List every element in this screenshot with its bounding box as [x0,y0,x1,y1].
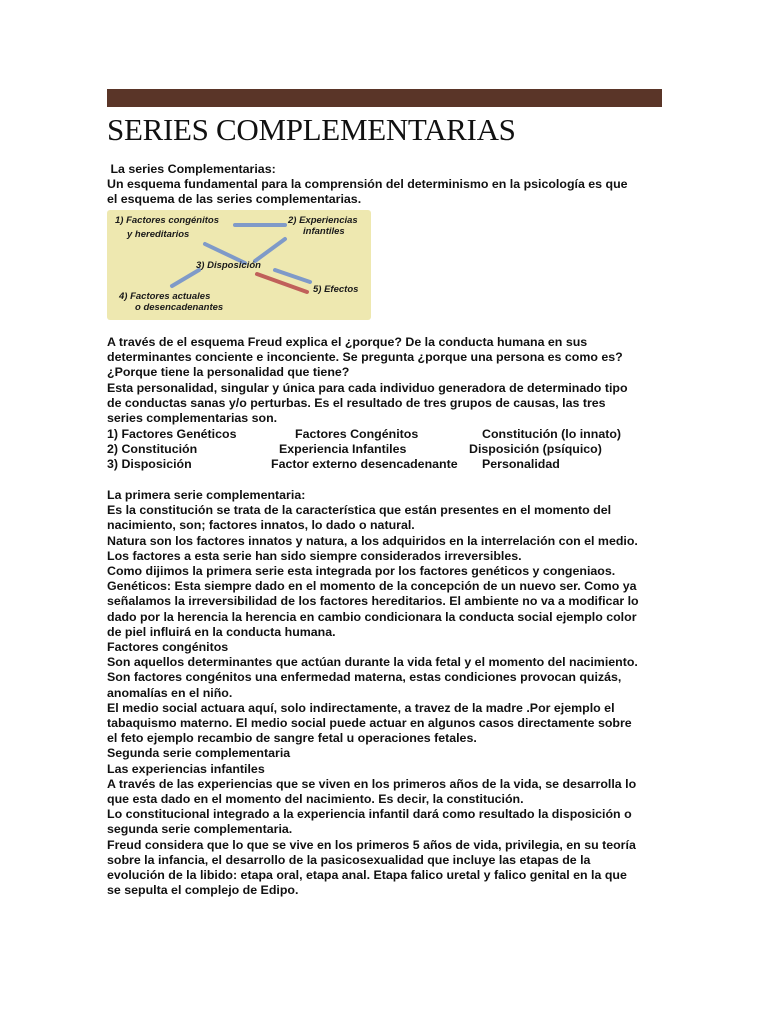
explanation-line: series complementarias son. [107,411,278,426]
body-line: Como dijimos la primera serie esta integrada por los factores genéticos y congeniaos. [107,564,616,579]
explanation-line: de conductas sanas y/o perturbas. Es el resultado de tres grupos de causas, las tres [107,395,606,410]
body-line: el feto ejemplo recambio de sangre fetal u operaciones fetales. [107,731,477,746]
body-line: Es la constitución se trata de la característica que están presentes en el momento del [107,503,612,518]
explanation-text [107,335,667,426]
diagram-label: 5) Efectos [313,284,359,295]
explanation-line: Esta personalidad, singular y única para cada individuo generadora de determinado tipo [107,380,628,395]
body-line: Segunda serie complementaria [107,746,291,761]
body-line: sobre la infancia, el desarrollo de la pasicosexualidad que incluye las etapas de la [107,852,591,867]
intro-text [107,162,667,208]
intro-line: Un esquema fundamental para la comprensión del determinismo en la psicología es que [107,177,628,192]
diagram-label: 3) Disposición [196,260,261,271]
diagram-label: 4) Factores actuales [119,291,211,302]
body-line: La primera serie complementaria: [107,488,306,502]
series-cell: Factores Congénitos [295,427,419,441]
page-title: SERIES COMPLEMENTARIAS [107,112,516,147]
series-cell: 2) Constitución [107,442,198,457]
series-cell: 1) Factores Genéticos [107,427,237,441]
diagram-label: 1) Factores congénitos [115,215,219,226]
series-row [107,427,667,442]
series-table [107,427,667,473]
body-line: Natura son los factores innatos y natura, a los adquiridos en la interrelación con el medio. [107,533,638,548]
series-cell: 3) Disposición [107,457,192,472]
series-row [107,457,667,472]
primera-serie-text [107,488,667,898]
body-line: dado por la herencia la herencia en cambio condicionara la conducta social ejemplo color [107,609,637,624]
diagram-label: 2) Experiencias [288,215,358,226]
body-line: nacimiento, son; factores innatos, lo dado o natural. [107,518,415,533]
body-line: segunda serie complementaria. [107,822,293,837]
diagram-label: infantiles [303,226,345,237]
series-cell: Experiencia Infantiles [279,442,407,457]
intro-line: el esquema de las series complementarias. [107,192,362,207]
body-line: Genéticos: Esta siempre dado en el momento de la concepción de un nuevo ser. Como ya [107,579,637,594]
body-line: Son aquellos determinantes que actúan durante la vida fetal y el momento del nacimiento. [107,655,638,670]
body-line: Lo constitucional integrado a la experiencia infantil dará como resultado la disposición o [107,807,632,822]
body-line: señalamos la irreversibilidad de los factores hereditarios. El ambiente no va a modificar lo [107,594,639,609]
series-cell: Personalidad [482,457,560,472]
explanation-line: A través de el esquema Freud explica el ¿porque? De la conducta humana en sus [107,335,588,349]
body-line: El medio social actuara aquí, solo indirectamente, a travez de la madre .Por ejemplo el [107,700,615,715]
series-row [107,442,667,457]
series-diagram-image [107,210,371,320]
body-line: Los factores a esta serie han sido siempre considerados irreversibles. [107,548,522,563]
body-line: A través de las experiencias que se viven en los primeros años de la vida, se desarrolla lo [107,776,637,791]
series-cell: Disposición (psíquico) [469,442,602,457]
explanation-line: determinantes conciente e inconciente. Se pregunta ¿porque una persona es como es? [107,350,623,365]
body-line: Las experiencias infantiles [107,761,265,776]
series-cell: Constitución (lo innato) [482,427,622,441]
body-line: evolución de la libido: etapa oral, etapa anal. Etapa falico uretal y falico genital en la que [107,868,627,883]
intro-line: La series Complementarias: [107,162,276,176]
body-line: de piel influirá en la conducta humana. [107,624,336,639]
body-line: Son factores congénitos una enfermedad materna, estas condiciones provocan quizás, [107,670,622,685]
explanation-line: ¿Porque tiene la personalidad que tiene? [107,365,350,380]
body-line: se sepulta el complejo de Edipo. [107,883,299,898]
header-bar [107,89,662,107]
body-line: Freud considera que lo que se vive en los primeros 5 años de vida, privilegia, en su teoría [107,837,636,852]
body-line: tabaquismo materno. El medio social puede actuar en algunos casos directamente sobre [107,716,632,731]
body-line: Factores congénitos [107,640,229,655]
body-line: que esta dado en el momento del nacimiento. Es decir, la constitución. [107,792,524,807]
diagram-label: y hereditarios [127,229,190,240]
series-cell: Factor externo desencadenante [271,457,458,472]
body-line: anomalías en el niño. [107,685,233,700]
diagram-label: o desencadenantes [135,302,224,313]
